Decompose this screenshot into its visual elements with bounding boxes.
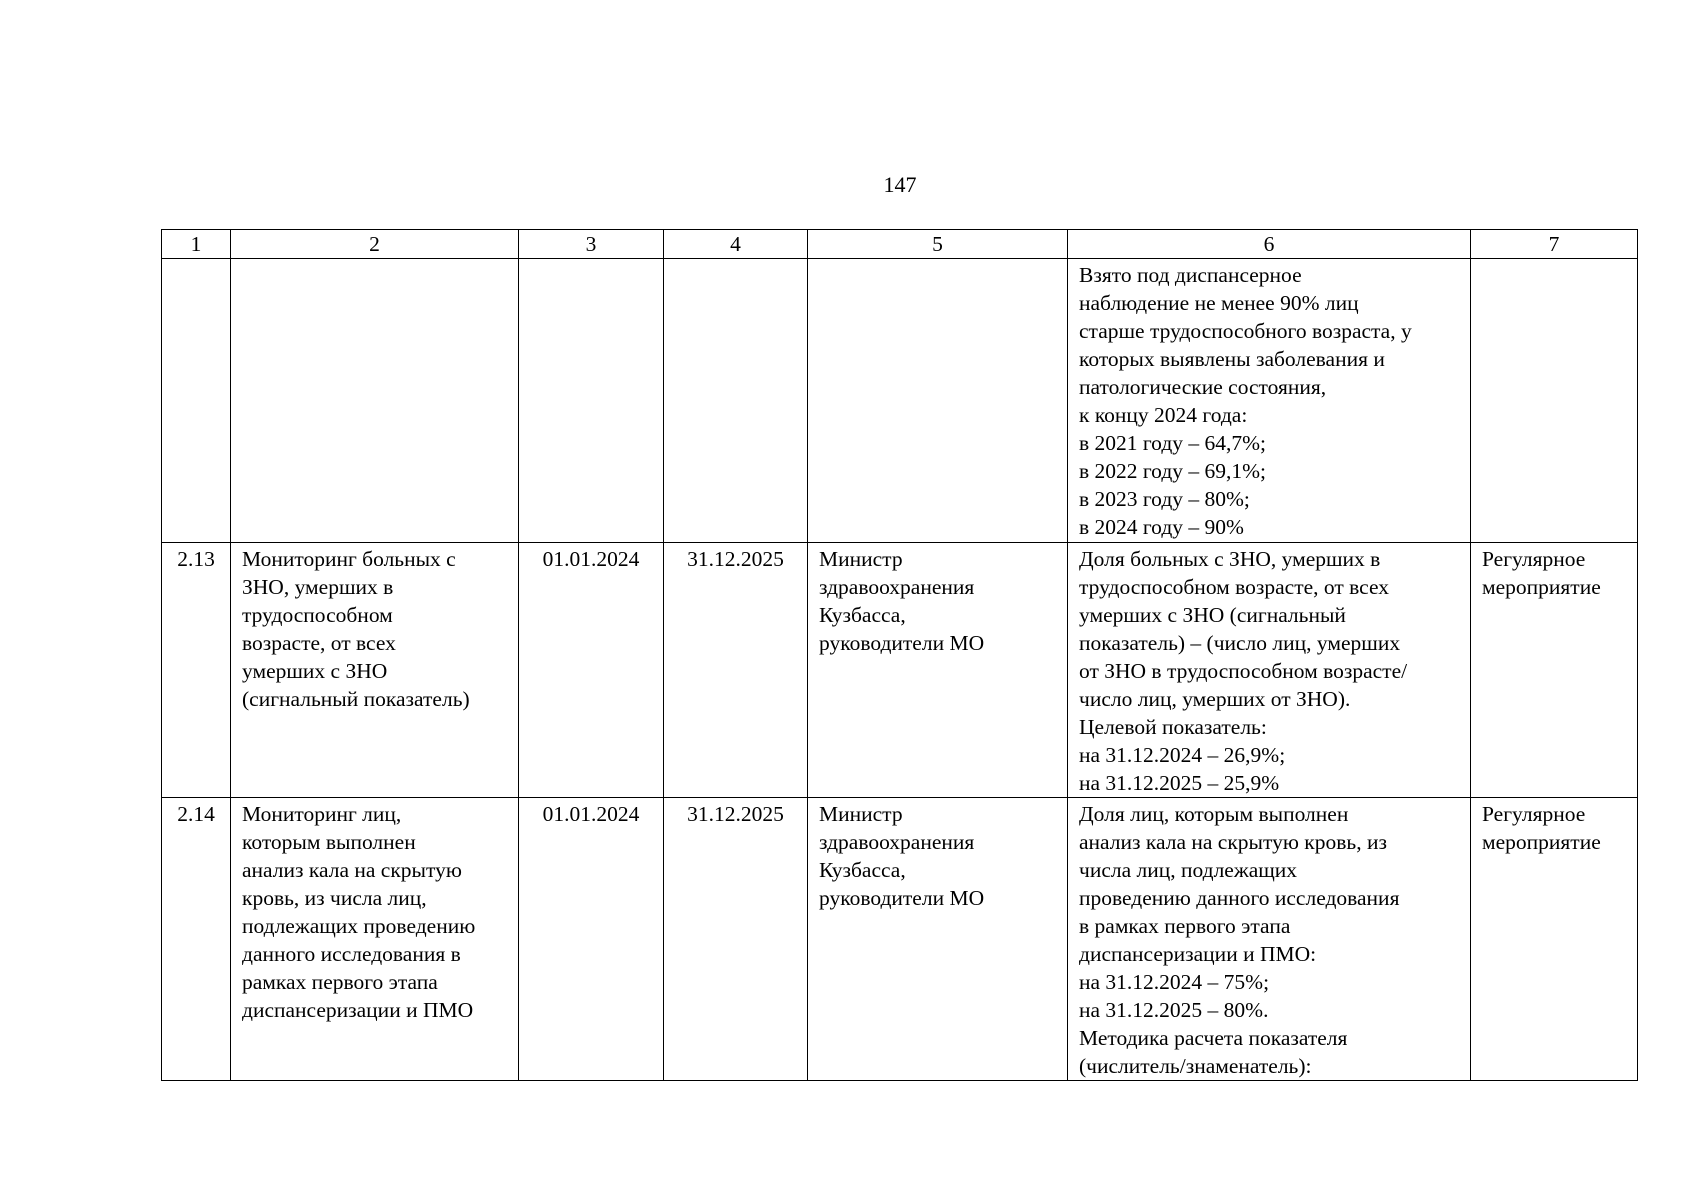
cell-line: в 2022 году – 69,1%; bbox=[1079, 459, 1267, 483]
cell-line: умерших с ЗНО bbox=[242, 659, 388, 683]
cell-responsible bbox=[808, 798, 1068, 1081]
cell-activity-name bbox=[231, 543, 519, 798]
cell-line: подлежащих проведению bbox=[242, 914, 476, 938]
column-header: 2 bbox=[231, 230, 519, 259]
cell-line: рамках первого этапа bbox=[242, 970, 438, 994]
cell-result bbox=[1068, 798, 1471, 1081]
cell-line: показатель) – (число лиц, умерших bbox=[1079, 631, 1401, 655]
cell-end-date: 31.12.2025 bbox=[664, 798, 808, 1081]
cell-activity-name bbox=[231, 798, 519, 1081]
cell-line: здравоохранения bbox=[819, 575, 975, 599]
cell-line: здравоохранения bbox=[819, 830, 975, 854]
cell-line: Мониторинг больных с bbox=[242, 547, 456, 571]
cell-line: Министр bbox=[819, 547, 903, 571]
cell-line: которых выявлены заболевания и bbox=[1079, 347, 1385, 371]
cell-line: патологические состояния, bbox=[1079, 375, 1327, 399]
table-row bbox=[162, 543, 1638, 798]
column-header: 7 bbox=[1471, 230, 1638, 259]
cell-line: Кузбасса, bbox=[819, 603, 906, 627]
cell-end-date bbox=[664, 259, 808, 543]
cell-line: анализ кала на скрытую bbox=[242, 858, 462, 882]
cell-line: число лиц, умерших от ЗНО). bbox=[1079, 687, 1351, 711]
cell-number: 2.13 bbox=[162, 543, 231, 798]
column-header: 5 bbox=[808, 230, 1068, 259]
cell-number bbox=[162, 259, 231, 543]
table-row bbox=[162, 259, 1638, 543]
cell-line: ЗНО, умерших в bbox=[242, 575, 394, 599]
cell-line: от ЗНО в трудоспособном возрасте/ bbox=[1079, 659, 1408, 683]
cell-line: руководители МО bbox=[819, 631, 985, 655]
cell-start-date bbox=[519, 259, 664, 543]
cell-start-date: 01.01.2024 bbox=[519, 798, 664, 1081]
cell-line: кровь, из числа лиц, bbox=[242, 886, 427, 910]
cell-line: анализ кала на скрытую кровь, из bbox=[1079, 830, 1387, 854]
cell-end-date: 31.12.2025 bbox=[664, 543, 808, 798]
cell-line: которым выполнен bbox=[242, 830, 416, 854]
cell-line: Мониторинг лиц, bbox=[242, 802, 402, 826]
cell-line: мероприятие bbox=[1482, 830, 1601, 854]
cell-responsible bbox=[808, 543, 1068, 798]
cell-result bbox=[1068, 543, 1471, 798]
cell-line: (числитель/знаменатель): bbox=[1079, 1054, 1312, 1078]
cell-activity-name bbox=[231, 259, 519, 543]
cell-start-date: 01.01.2024 bbox=[519, 543, 664, 798]
cell-line: (сигнальный показатель) bbox=[242, 687, 470, 711]
cell-line: на 31.12.2024 – 26,9%; bbox=[1079, 743, 1286, 767]
cell-type bbox=[1471, 259, 1638, 543]
column-header-row bbox=[162, 230, 1638, 259]
cell-line: трудоспособном bbox=[242, 603, 393, 627]
cell-responsible bbox=[808, 259, 1068, 543]
cell-line: в 2023 году – 80%; bbox=[1079, 487, 1250, 511]
cell-line: трудоспособном возрасте, от всех bbox=[1079, 575, 1389, 599]
cell-type bbox=[1471, 798, 1638, 1081]
cell-line: возрасте, от всех bbox=[242, 631, 396, 655]
cell-line: данного исследования в bbox=[242, 942, 461, 966]
page-number: 147 bbox=[883, 172, 917, 197]
column-header: 4 bbox=[664, 230, 808, 259]
cell-line: Доля больных с ЗНО, умерших в bbox=[1079, 547, 1381, 571]
cell-line: руководители МО bbox=[819, 886, 985, 910]
cell-line: Методика расчета показателя bbox=[1079, 1026, 1348, 1050]
cell-result bbox=[1068, 259, 1471, 543]
cell-line: Регулярное bbox=[1482, 547, 1586, 571]
cell-line: числа лиц, подлежащих bbox=[1079, 858, 1298, 882]
cell-line: Регулярное bbox=[1482, 802, 1586, 826]
cell-line: Кузбасса, bbox=[819, 858, 906, 882]
cell-number: 2.14 bbox=[162, 798, 231, 1081]
cell-line: в 2021 году – 64,7%; bbox=[1079, 431, 1267, 455]
cell-line: проведению данного исследования bbox=[1079, 886, 1400, 910]
column-header: 1 bbox=[162, 230, 231, 259]
cell-line: старше трудоспособного возраста, у bbox=[1079, 319, 1412, 343]
column-header: 3 bbox=[519, 230, 664, 259]
cell-line: на 31.12.2025 – 80%. bbox=[1079, 998, 1269, 1022]
cell-line: Доля лиц, которым выполнен bbox=[1079, 802, 1349, 826]
cell-line: наблюдение не менее 90% лиц bbox=[1079, 291, 1359, 315]
table-row bbox=[162, 798, 1638, 1081]
activities-table bbox=[161, 229, 1638, 1081]
table-container bbox=[161, 229, 1638, 1081]
cell-line: в 2024 году – 90% bbox=[1079, 515, 1244, 539]
cell-line: Министр bbox=[819, 802, 903, 826]
cell-line: диспансеризации и ПМО bbox=[242, 998, 474, 1022]
cell-line: умерших с ЗНО (сигнальный bbox=[1079, 603, 1346, 627]
cell-line: на 31.12.2025 – 25,9% bbox=[1079, 771, 1280, 795]
cell-line: мероприятие bbox=[1482, 575, 1601, 599]
cell-line: в рамках первого этапа bbox=[1079, 914, 1291, 938]
cell-line: на 31.12.2024 – 75%; bbox=[1079, 970, 1270, 994]
column-header: 6 bbox=[1068, 230, 1471, 259]
cell-line: Целевой показатель: bbox=[1079, 715, 1267, 739]
cell-line: диспансеризации и ПМО: bbox=[1079, 942, 1317, 966]
cell-type bbox=[1471, 543, 1638, 798]
cell-line: Взято под диспансерное bbox=[1079, 263, 1302, 287]
cell-line: к концу 2024 года: bbox=[1079, 403, 1248, 427]
